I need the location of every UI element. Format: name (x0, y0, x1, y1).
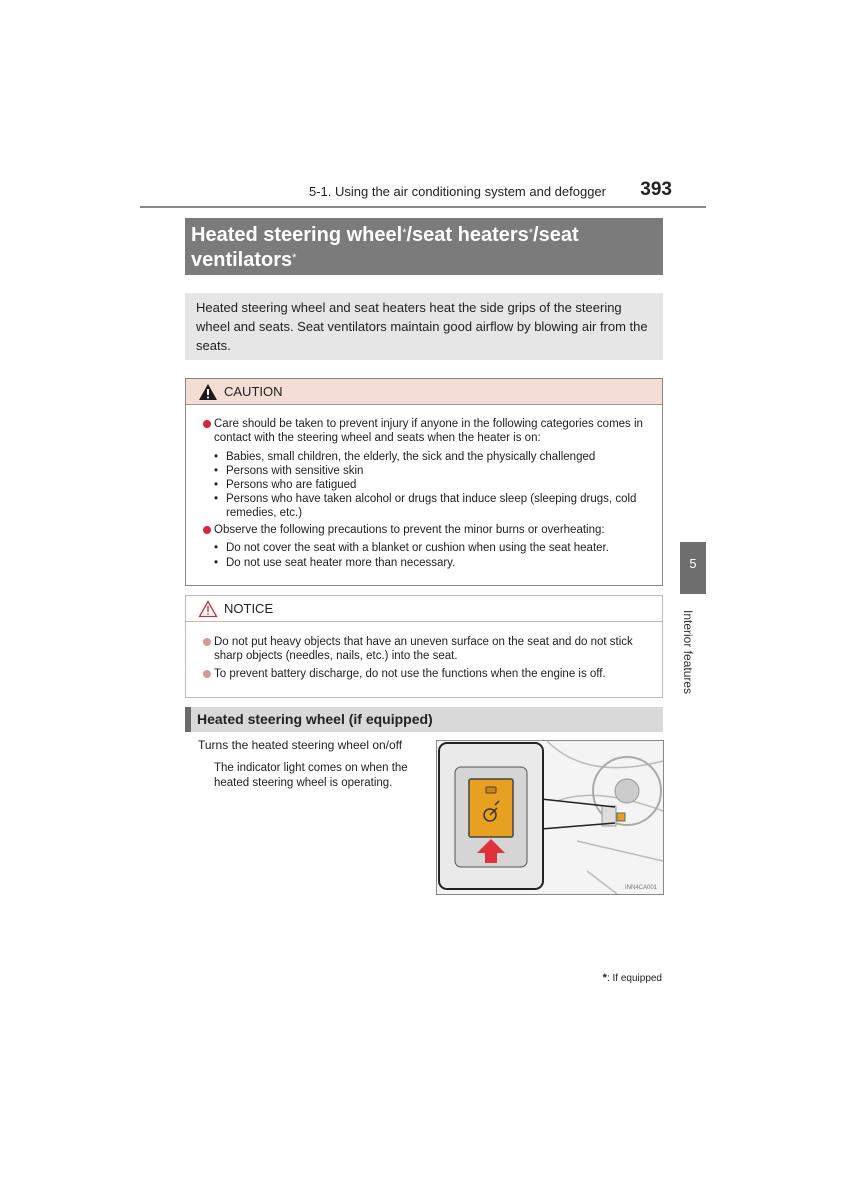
warning-triangle-icon (198, 383, 218, 401)
switch-location-diagram (437, 741, 663, 894)
caution-sub-1: Babies, small children, the elderly, the sick and the physically challenged (226, 451, 596, 463)
page-number: 393 (640, 179, 672, 200)
notice-label: NOTICE (224, 601, 274, 616)
caution-item-1-line-1: Care should be taken to prevent injury if anyone in the following categories comes in (214, 418, 643, 430)
chapter-number: 5 (689, 556, 697, 571)
running-header-section-title: 5-1. Using the air conditioning system and defogger (308, 184, 606, 199)
caution-sub-2: Persons with sensitive skin (226, 465, 364, 477)
caution-sub-4-line-1: Persons who have taken alcohol or drugs that induce sleep (sleeping drugs, cold (226, 493, 637, 505)
indicator-note: The indicator light comes on when the heated steering wheel is operating. (214, 762, 408, 789)
notice-item-2: To prevent battery discharge, do not use the functions when the engine is off. (214, 668, 606, 680)
footnote-text: : If equipped (606, 973, 662, 984)
header-divider (140, 206, 706, 208)
notice-box (185, 595, 663, 698)
title-part-seat-heaters: /seat heaters (406, 224, 529, 246)
sub-bullet: • (214, 451, 219, 463)
section-title-box (185, 218, 663, 275)
caution-label: CAUTION (224, 384, 283, 399)
caution-sub-6: Do not use seat heater more than necessary. (226, 557, 456, 569)
notice-bullet-dot (203, 670, 211, 678)
caution-header (186, 379, 662, 405)
caution-box (185, 378, 663, 586)
title-part-ventilators: ventilators (191, 249, 293, 271)
footnote (560, 972, 662, 984)
sub-bullet: • (214, 465, 219, 477)
sub-bullet: • (214, 493, 219, 505)
sub-bullet: • (214, 479, 219, 491)
caution-bullet-dot (203, 526, 211, 534)
subsection-heading: Heated steering wheel (if equipped) (197, 711, 433, 727)
footnote-mark: * (602, 972, 607, 984)
notice-item-1-line-2: sharp objects (needles, nails, etc.) into the seat. (214, 650, 458, 662)
intro-text: Heated steering wheel and seat heaters heat the side grips of the steering wheel and seats. Seat ventilators maintain good airflow by blowing air from the seats. (196, 300, 648, 353)
switch-description: Turns the heated steering wheel on/off (198, 738, 403, 752)
notice-bullet-dot (203, 638, 211, 646)
warning-outline-icon (198, 600, 218, 618)
sub-bullet: • (214, 557, 219, 569)
chapter-label-box (673, 610, 713, 710)
title-part-heated-wheel: Heated steering wheel (191, 224, 403, 246)
caution-sub-4-line-2: remedies, etc.) (226, 507, 303, 519)
sub-bullet: • (214, 542, 219, 554)
section-title (191, 223, 661, 273)
title-asterisk: * (528, 227, 534, 239)
notice-header (186, 596, 662, 622)
caution-sub-5: Do not cover the seat with a blanket or cushion when using the seat heater. (226, 542, 609, 554)
caution-item-1-line-2: contact with the steering wheel and seats when the heater is on: (214, 432, 541, 444)
title-asterisk: * (292, 252, 297, 264)
illustration-code: INN4CA001 (624, 885, 657, 891)
chapter-tab (680, 542, 706, 594)
title-part-seat: /seat (533, 224, 579, 246)
notice-item-1-line-1: Do not put heavy objects that have an uneven surface on the seat and do not stick (214, 636, 633, 648)
dashboard-switch-illustration (436, 740, 664, 895)
heading-accent-bar (185, 707, 191, 732)
subsection-heading-box (185, 707, 663, 732)
caution-sub-3: Persons who are fatigued (226, 479, 357, 491)
chapter-label: Interior features (681, 610, 695, 695)
caution-item-2: Observe the following precautions to prevent the minor burns or overheating: (214, 524, 605, 536)
caution-bullet-dot (203, 420, 211, 428)
title-asterisk: * (402, 227, 407, 239)
intro-box (185, 293, 663, 360)
